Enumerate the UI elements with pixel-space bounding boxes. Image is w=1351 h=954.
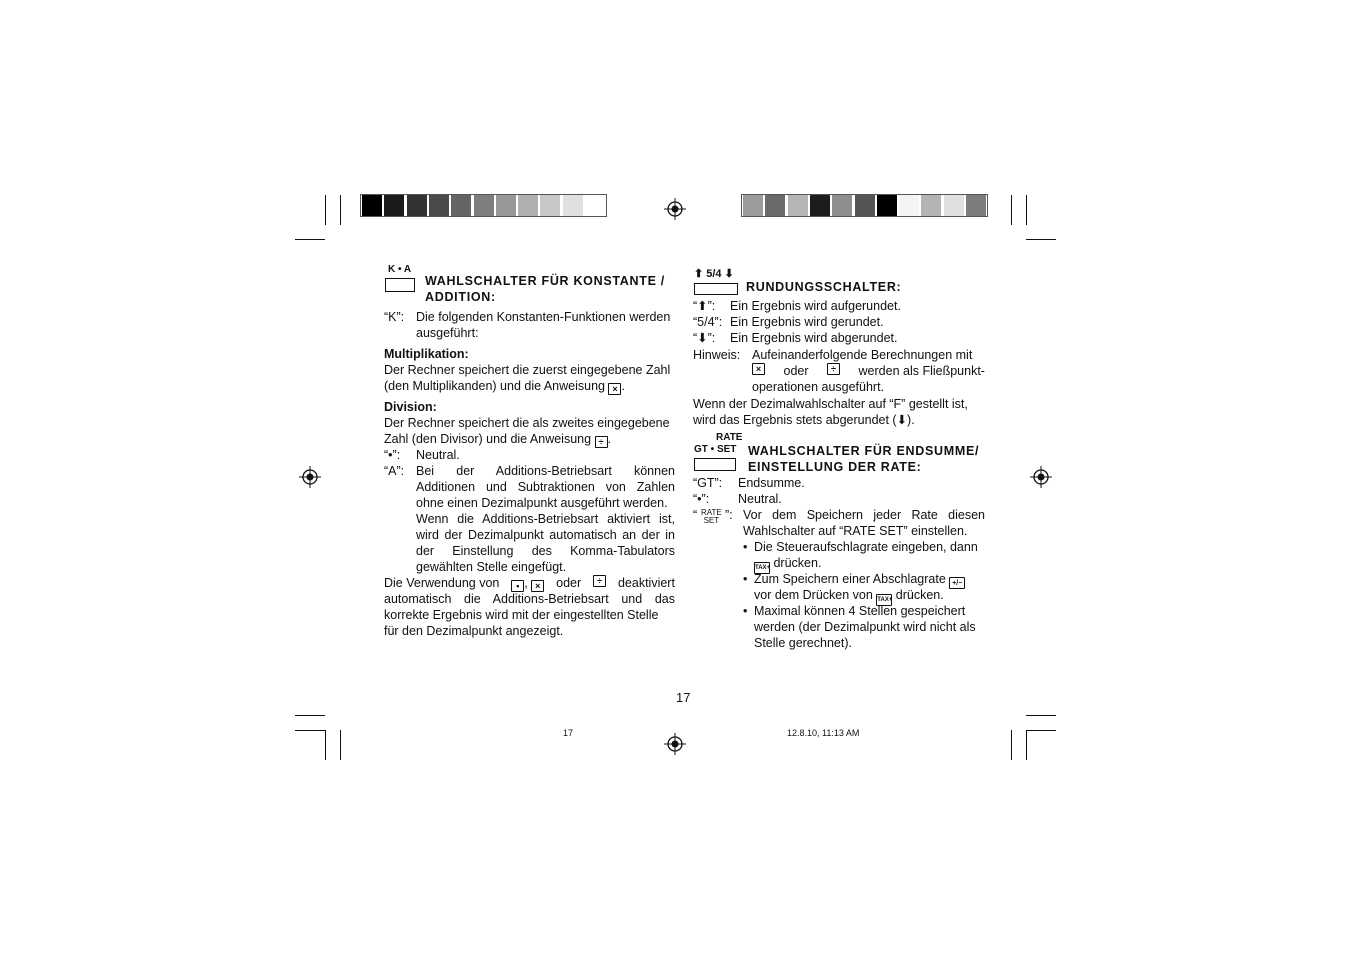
usage-line-1: Die Verwendung von • , × oder ÷ deaktiviert — [384, 576, 675, 591]
up-value: Ein Ergebnis wird aufgerundet. — [730, 299, 901, 313]
dot-key: “•”: — [384, 448, 401, 462]
dot-key-icon: • — [511, 580, 524, 592]
color-swatch — [743, 195, 763, 216]
color-swatch — [899, 195, 919, 216]
five-four-key: “5/4”: — [693, 315, 723, 329]
times-key-icon: × — [608, 383, 621, 395]
bullet-2-line-2: vor dem Drücken von TAX+ drücken. — [754, 587, 944, 606]
switch-symbol — [694, 458, 736, 471]
heading-grand-total-1: WAHLSCHALTER FÜR ENDSUMME/ — [748, 444, 980, 458]
usage-line-3: korrekte Ergebnis wird mit der eingestellten Stelle — [384, 608, 659, 622]
color-swatch — [765, 195, 785, 216]
rate-line-2: Wahlschalter auf “RATE SET” einstellen. — [743, 524, 968, 538]
tax-plus-key-icon: TAX+ — [876, 594, 892, 606]
down-key: “⬇”: — [693, 331, 716, 345]
a-description-3: ohne einen Dezimalpunkt ausgeführt werden. — [416, 496, 668, 510]
page-number: 17 — [676, 690, 691, 705]
dot-value: Neutral. — [738, 492, 782, 506]
multiplication-text-2: (den Multiplikanden) und die Anweisung × . — [384, 379, 625, 394]
color-swatch — [429, 195, 449, 216]
k-description-1: Die folgenden Konstanten-Funktionen werden — [416, 310, 671, 324]
rate-set-key-end: ”: — [725, 508, 733, 522]
a-description-5: wird der Dezimalpunkt automatisch an der in — [416, 528, 675, 542]
a-description-7: gewählten Stelle eingefügt. — [416, 560, 567, 574]
tax-plus-key-icon: TAX+ — [754, 562, 770, 574]
color-swatch — [810, 195, 830, 216]
usage-line-4: für den Dezimalpunkt angezeigt. — [384, 624, 564, 638]
multiplication-text-1: Der Rechner speichert die zuerst eingegebene Zahl — [384, 363, 671, 377]
f-note-2: wird das Ergebnis stets abgerundet (⬇). — [693, 413, 915, 427]
color-swatch — [474, 195, 494, 216]
heading-constant-addition-1: WAHLSCHALTER FÜR KONSTANTE / — [425, 274, 665, 288]
crop-mark — [340, 195, 341, 225]
registration-mark-icon — [664, 198, 686, 220]
divide-key-icon: ÷ — [827, 363, 840, 375]
color-swatch — [518, 195, 538, 216]
bullet-2-line-1: • Zum Speichern einer Abschlagrate +/− — [754, 571, 965, 589]
crop-mark — [295, 715, 325, 716]
usage-line-2: automatisch die Additions-Betriebsart und das — [384, 592, 675, 606]
rate-line-1: Vor dem Speichern jeder Rate diesen — [743, 508, 985, 522]
color-swatch — [832, 195, 852, 216]
five-four-value: Ein Ergebnis wird gerundet. — [730, 315, 884, 329]
crop-mark — [1026, 239, 1056, 240]
switch-symbol — [694, 283, 738, 295]
registration-mark-icon — [299, 466, 321, 488]
color-swatch — [921, 195, 941, 216]
color-swatch — [585, 195, 605, 216]
hint-line-1: Aufeinanderfolgende Berechnungen mit — [752, 348, 973, 362]
plus-minus-key-icon: +/− — [949, 577, 965, 589]
crop-mark — [1011, 195, 1012, 225]
a-key: “A”: — [384, 464, 405, 478]
divide-key-icon: ÷ — [595, 436, 608, 448]
down-value: Ein Ergebnis wird abgerundet. — [730, 331, 898, 345]
heading-constant-addition-2: ADDITION: — [425, 290, 496, 304]
color-bar-right — [741, 194, 988, 217]
crop-mark — [325, 195, 326, 225]
color-swatch — [451, 195, 471, 216]
a-description-6: der Einstellung des Komma-Tabulators — [416, 544, 675, 558]
arrow-up-icon: ⬆ — [694, 268, 704, 280]
dot-value: Neutral. — [416, 448, 460, 462]
rate-set-key-label: RATE SET — [701, 508, 722, 525]
hint-key: Hinweis: — [693, 348, 741, 362]
division-text-2: Zahl (den Divisor) und die Anweisung ÷ . — [384, 432, 612, 447]
color-bar-left — [360, 194, 607, 217]
up-key: “⬆”: — [693, 299, 716, 313]
switch-symbol — [385, 278, 415, 292]
color-swatch — [496, 195, 516, 216]
crop-mark — [295, 239, 325, 240]
division-text-1: Der Rechner speichert die als zweites eingegebene — [384, 416, 670, 430]
crop-mark — [1026, 715, 1056, 716]
bullet-1-line-2: TAX+ drücken. — [754, 555, 821, 574]
rate-set-key: “ — [693, 508, 698, 522]
k-key: “K”: — [384, 310, 405, 324]
crop-mark — [1026, 730, 1056, 731]
color-swatch — [540, 195, 560, 216]
color-swatch — [563, 195, 583, 216]
times-key-icon: × — [752, 363, 765, 375]
dot-key: “•”: — [693, 492, 710, 506]
registration-mark-icon — [1030, 466, 1052, 488]
color-swatch — [362, 195, 382, 216]
crop-mark — [1026, 195, 1027, 225]
gt-value: Endsumme. — [738, 476, 805, 490]
arrow-down-icon: ⬇ — [724, 268, 734, 280]
k-description-2: ausgeführt: — [416, 326, 479, 340]
color-swatch — [877, 195, 897, 216]
bullet-3-line-3: Stelle gerechnet). — [754, 636, 852, 650]
crop-mark — [325, 730, 326, 760]
switch-label-ka: K • A — [388, 264, 412, 275]
a-description-1: Bei der Additions-Betriebsart können — [416, 464, 675, 478]
multiplication-title: Multiplikation: — [384, 347, 469, 361]
footer-page: 17 — [563, 728, 574, 738]
bullet-3-line-2: werden (der Dezimalpunkt wird nicht als — [754, 620, 976, 634]
footer-timestamp: 12.8.10, 11:13 AM — [787, 728, 860, 738]
color-swatch — [944, 195, 964, 216]
registration-mark-icon — [664, 733, 686, 755]
color-swatch — [384, 195, 404, 216]
crop-mark — [1026, 730, 1027, 760]
crop-mark — [1011, 730, 1012, 760]
gt-key: “GT”: — [693, 476, 723, 490]
crop-mark — [340, 730, 341, 760]
hint-line-3: operationen ausgeführt. — [752, 380, 885, 394]
hint-line-2: × oder ÷ werden als Fließpunkt- — [752, 363, 985, 379]
a-description-2: Additionen und Subtraktionen von Zahlen — [416, 480, 675, 494]
bullet-3-line-1: • Maximal können 4 Stellen gespeichert — [754, 603, 965, 619]
gt-switch-top-label: RATE — [716, 432, 743, 443]
color-swatch — [788, 195, 808, 216]
color-swatch — [407, 195, 427, 216]
color-swatch — [966, 195, 986, 216]
color-swatch — [855, 195, 875, 216]
heading-rounding: RUNDUNGSSCHALTER: — [746, 280, 902, 294]
division-title: Division: — [384, 400, 437, 414]
crop-mark — [295, 730, 325, 731]
heading-grand-total-2: EINSTELLUNG DER RATE: — [748, 460, 922, 474]
f-note-1: Wenn der Dezimalwahlschalter auf “F” gestellt ist, — [693, 397, 968, 411]
bullet-1-line-1: • Die Steueraufschlagrate eingeben, dann — [754, 539, 978, 555]
a-description-4: Wenn die Additions-Betriebsart aktiviert ist, — [416, 512, 675, 526]
times-key-icon: × — [531, 580, 544, 592]
gt-switch-label: GT • SET — [694, 444, 737, 455]
round-switch-label: ⬆ 5/4 ⬇ — [694, 267, 734, 280]
divide-key-icon: ÷ — [593, 575, 606, 587]
